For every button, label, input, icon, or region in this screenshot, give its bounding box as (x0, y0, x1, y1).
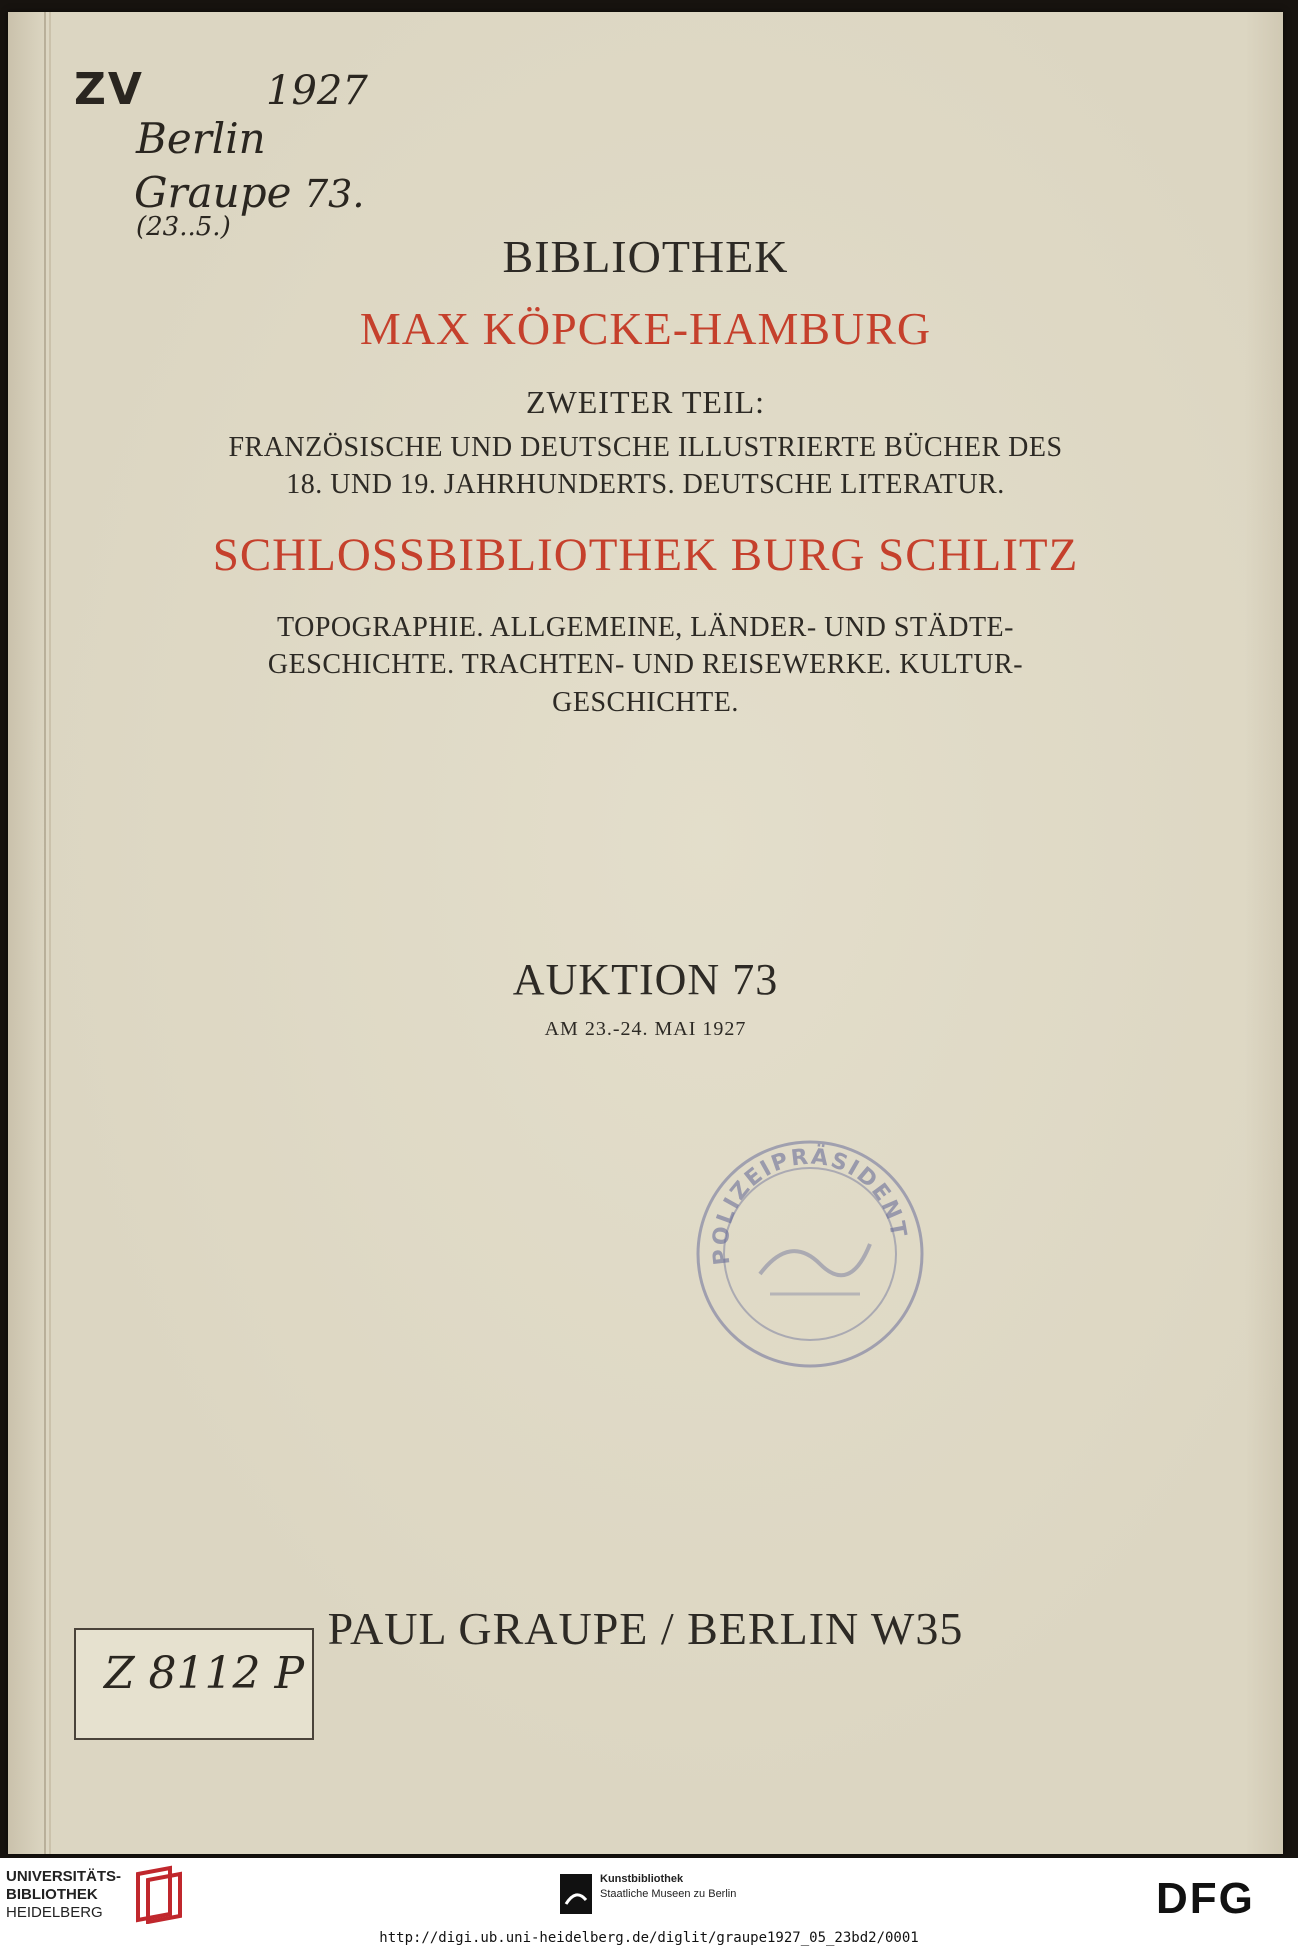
uni-heidelberg-name (6, 1868, 121, 1922)
title-part: ZWEITER TEIL: (526, 384, 765, 420)
catalog-cover-page (8, 12, 1283, 1854)
handwritten-city: Berlin (136, 114, 266, 163)
kb-name-line-2: Staatliche Museen zu Berlin (600, 1888, 737, 1900)
subtitle-line-2: 18. UND 19. JAHRHUNDERTS. DEUTSCHE LITERATUR. (286, 469, 1005, 500)
uni-name-line-3: HEIDELBERG (6, 1904, 103, 1921)
subtitle-line-3: TOPOGRAPHIE. ALLGEMEINE, LÄNDER- UND STÄDTE- (277, 612, 1014, 643)
title-collection-schlitz: SCHLOSSBIBLIOTHEK BURG SCHLITZ (212, 529, 1079, 581)
permalink-url[interactable]: http://digi.ub.uni-heidelberg.de/diglit/graupe1927_05_23bd2/0001 (379, 1930, 919, 1946)
handwritten-number: 73. (304, 172, 365, 216)
handwritten-shelf-mark: ZV (74, 64, 144, 115)
auction-date: AM 23.-24. MAI 1927 (544, 1018, 747, 1040)
dfg-logo[interactable]: DFG (1156, 1874, 1255, 1923)
police-stamp (690, 1134, 930, 1374)
shelf-label-text: Z 8112 P (104, 1648, 305, 1699)
title-collection-koepcke: MAX KÖPCKE-HAMBURG (359, 303, 932, 354)
handwritten-dealer: Graupe (134, 168, 292, 217)
subtitle-line-1: FRANZÖSISCHE UND DEUTSCHE ILLUSTRIERTE BÜCHER DES (228, 432, 1063, 463)
shelf-label (74, 1628, 314, 1740)
svg-text:POLIZEIPRÄSIDENT (708, 1144, 910, 1267)
uni-heidelberg-logo-icon[interactable] (130, 1864, 188, 1924)
auction-label: AUKTION 73 (512, 955, 779, 1004)
kunstbibliothek-logo-icon[interactable] (560, 1874, 592, 1914)
handwritten-date: (23..5.) (136, 212, 231, 242)
spine-fold-line (44, 12, 46, 1854)
kunstbibliothek-name (600, 1872, 736, 1902)
uni-name-line-2: BIBLIOTHEK (6, 1886, 98, 1903)
publisher-line: PAUL GRAUPE / BERLIN W35 (327, 1603, 964, 1654)
stamp-text: POLIZEIPRÄSIDENT (708, 1144, 911, 1267)
subtitle-line-5: GESCHICHTE. (552, 687, 739, 718)
title-bibliothek: BIBLIOTHEK (502, 231, 789, 282)
subtitle-line-4: GESCHICHTE. TRACHTEN- UND REISEWERKE. KULTUR- (267, 649, 1024, 680)
uni-name-line-1: UNIVERSITÄTS- (6, 1868, 122, 1885)
kb-name-line-1: Kunstbibliothek (600, 1873, 684, 1885)
spine-fold-line (49, 12, 51, 1854)
footer-bar (0, 1858, 1298, 1951)
handwritten-year: 1927 (266, 68, 368, 114)
